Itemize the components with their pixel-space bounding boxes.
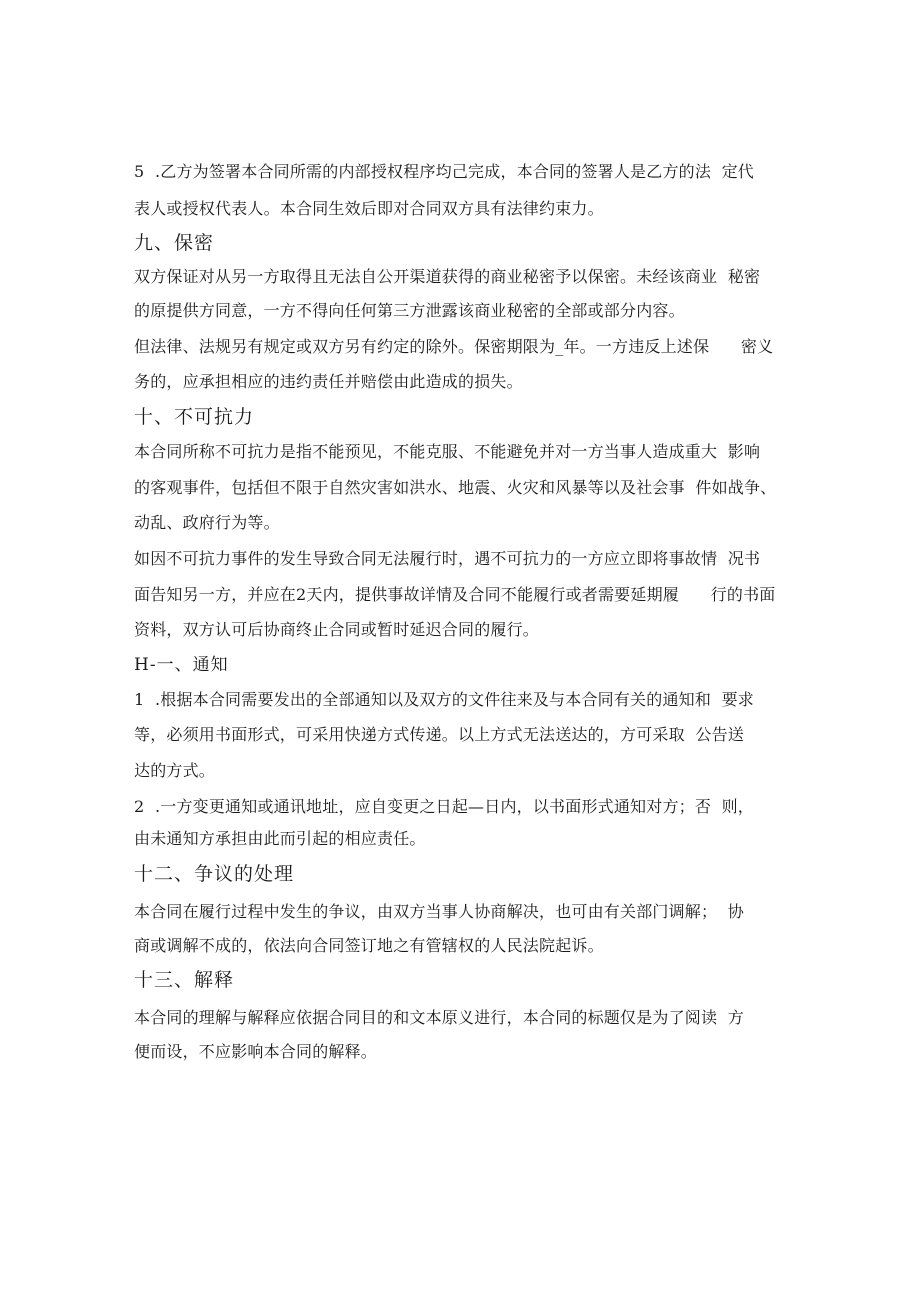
- clause-5-line-2: 表人或授权代表人。本合同生效后即对合同双方具有法律约束力。: [134, 199, 604, 218]
- force-majeure-line-1: 本合同所称不可抗力是指不能预见，不能克服、不能避免并对一方当事人造成重大 影响: [134, 442, 761, 461]
- section-heading-interpretation: 十三、解释: [134, 969, 235, 991]
- section-heading-notice: H-一、通知: [134, 655, 229, 675]
- clause-5-line-1: 5 .乙方为签署本合同所需的内部授权程序均己完成，本合同的签署人是乙方的法 定代: [134, 162, 755, 181]
- confidentiality-line-2: 的原提供方同意，一方不得向任何第三方泄露该商业秘密的全部或部分内容。: [134, 301, 685, 320]
- force-majeure-line-2: 的客观事件，包括但不限于自然灾害如洪水、地震、火灾和风暴等以及社会事 件如战争、: [134, 478, 777, 497]
- section-heading-confidentiality: 九、保密: [134, 232, 215, 254]
- confidentiality-line-1: 双方保证对从另一方取得且无法自公开渠道获得的商业秘密予以保密。未经该商业 秘密: [134, 267, 761, 286]
- force-majeure-line-5: 面告知另一方，并应在2天内，提供事故详情及合同不能履行或者需要延期履 行的书面: [134, 585, 776, 604]
- force-majeure-line-6: 资料，双方认可后协商终止合同或暂时延迟合同的履行。: [134, 620, 540, 639]
- confidentiality-line-3: 但法律、法规另有规定或双方另有约定的除外。保密期限为_年。一方违反上述保 密义: [134, 337, 774, 356]
- notice-line-5: 由未通知方承担由此而引起的相应责任。: [134, 829, 426, 848]
- interpretation-line-2: 便而设，不应影响本合同的解释。: [134, 1042, 378, 1061]
- notice-line-1: 1 .根据本合同需要发出的全部通知以及双方的文件往来及与本合同有关的通知和 要求: [134, 690, 755, 709]
- dispute-line-1: 本合同在履行过程中发生的争议，由双方当事人协商解决，也可由有关部门调解； 协: [134, 902, 744, 921]
- notice-line-4: 2 .一方变更通知或通讯地址，应自变更之日起—日内，以书面形式通知对方；否 则，: [134, 797, 755, 816]
- dispute-line-2: 商或调解不成的，依法向合同签订地之有管辖权的人民法院起诉。: [134, 936, 604, 955]
- confidentiality-line-4: 务的，应承担相应的违约责任并赔偿由此造成的损失。: [134, 372, 523, 391]
- notice-line-2: 等，必须用书面形式，可采用快递方式传递。以上方式无法送达的，方可采取 公告送: [134, 725, 744, 744]
- section-heading-dispute: 十二、争议的处理: [134, 863, 295, 885]
- interpretation-line-1: 本合同的理解与解释应依据合同目的和文本原义进行，本合同的标题仅是为了阅读 方: [134, 1008, 744, 1027]
- force-majeure-line-3: 动乱、政府行为等。: [134, 513, 280, 532]
- force-majeure-line-4: 如因不可抗力事件的发生导致合同无法履行时，遇不可抗力的一方应立即将事故情 况书: [134, 549, 761, 568]
- section-heading-force-majeure: 十、不可抗力: [134, 406, 255, 428]
- notice-line-3: 达的方式。: [134, 761, 216, 780]
